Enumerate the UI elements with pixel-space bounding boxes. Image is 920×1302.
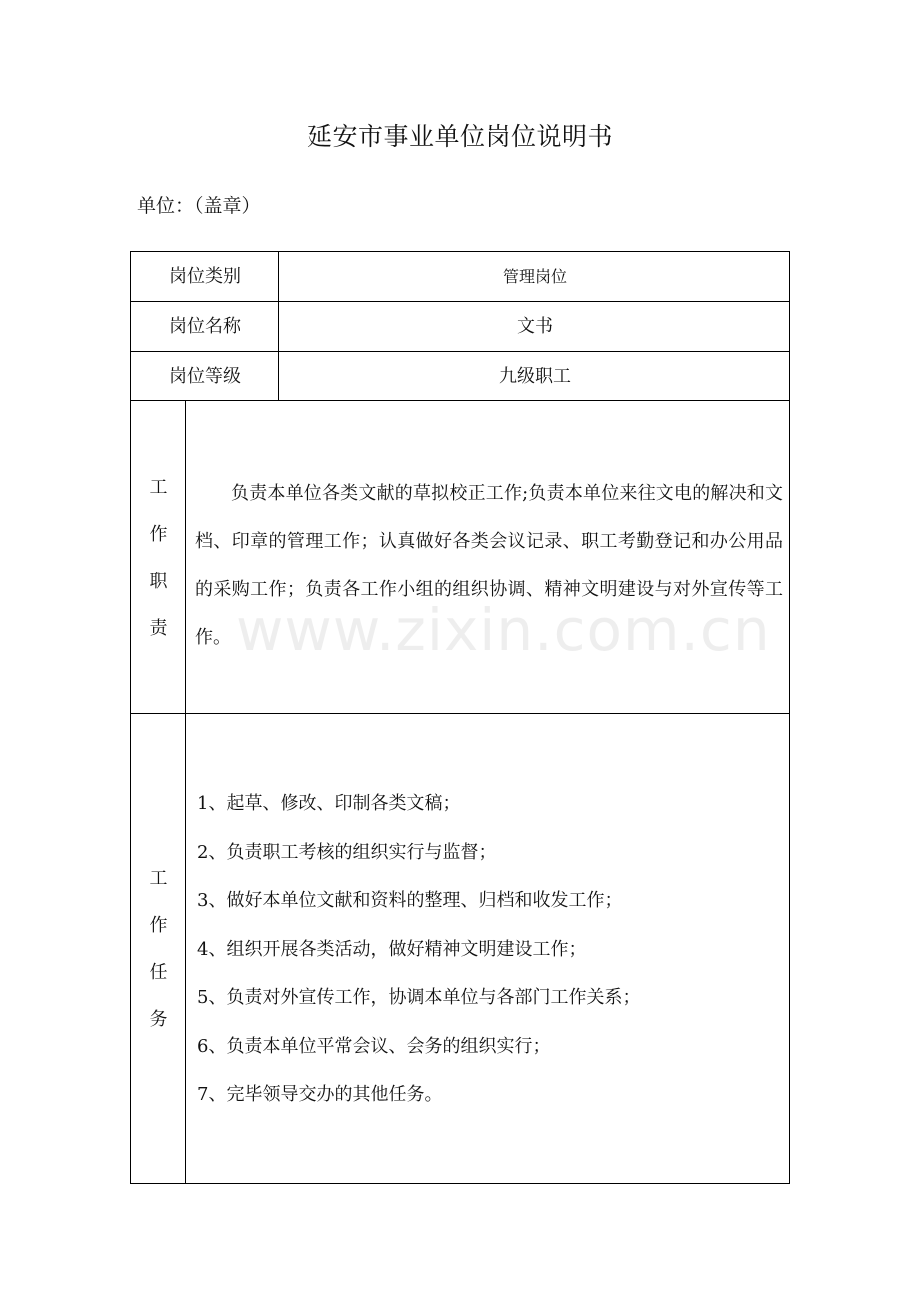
task-item: 5、负责对外宣传工作，协调本单位与各部门工作关系； (197, 987, 641, 1008)
task-item: 4、组织开展各类活动，做好精神文明建设工作； (197, 938, 587, 960)
label-char: 任 (149, 962, 168, 983)
label-char: 责 (149, 618, 168, 639)
tasks-list (197, 780, 787, 1120)
job-grade-value: 九级职工 (499, 366, 571, 387)
job-grade-label: 岗位等级 (169, 366, 241, 387)
job-category-label: 岗位类别 (169, 266, 241, 287)
label-char: 工 (149, 868, 168, 889)
task-item: 6、负责本单位平常会议、会务的组织实行； (197, 1035, 551, 1057)
label-char: 作 (149, 915, 168, 936)
label-char: 工 (149, 477, 168, 498)
label-char: 职 (149, 571, 168, 592)
task-item: 7、完毕领导交办的其他任务。 (197, 1084, 443, 1105)
job-category-value: 管理岗位 (502, 267, 567, 286)
job-title-value: 文书 (517, 316, 553, 337)
unit-seal-line: 单位：（盖章） (137, 195, 261, 217)
task-item: 3、做好本单位文献和资料的整理、归档和收发工作； (197, 890, 623, 911)
row-divider (131, 713, 789, 714)
task-item: 1、起草、修改、印制各类文稿； (197, 793, 461, 814)
document-title: 延安市事业单位岗位说明书 (306, 122, 613, 151)
job-title-label: 岗位名称 (169, 316, 241, 337)
label-char: 务 (149, 1009, 168, 1030)
tasks-section-label (131, 855, 186, 1043)
duties-text: 负责本单位各类文献的草拟校正工作;负责本单位来往文电的解决和文档、印章的管理工作；认真做好各类会议记录、职工考勤登记和办公用品的采购工作；负责各工作小组的组织协调、精神文明建设与对外宣传等工作。 (195, 483, 783, 648)
job-description-table (130, 251, 790, 1184)
label-char: 作 (149, 524, 168, 545)
site-watermark: www.zixin.com.cn (236, 596, 771, 664)
task-item: 2、负责职工考核的组织实行与监督； (197, 841, 497, 863)
duties-section-label (131, 464, 186, 652)
